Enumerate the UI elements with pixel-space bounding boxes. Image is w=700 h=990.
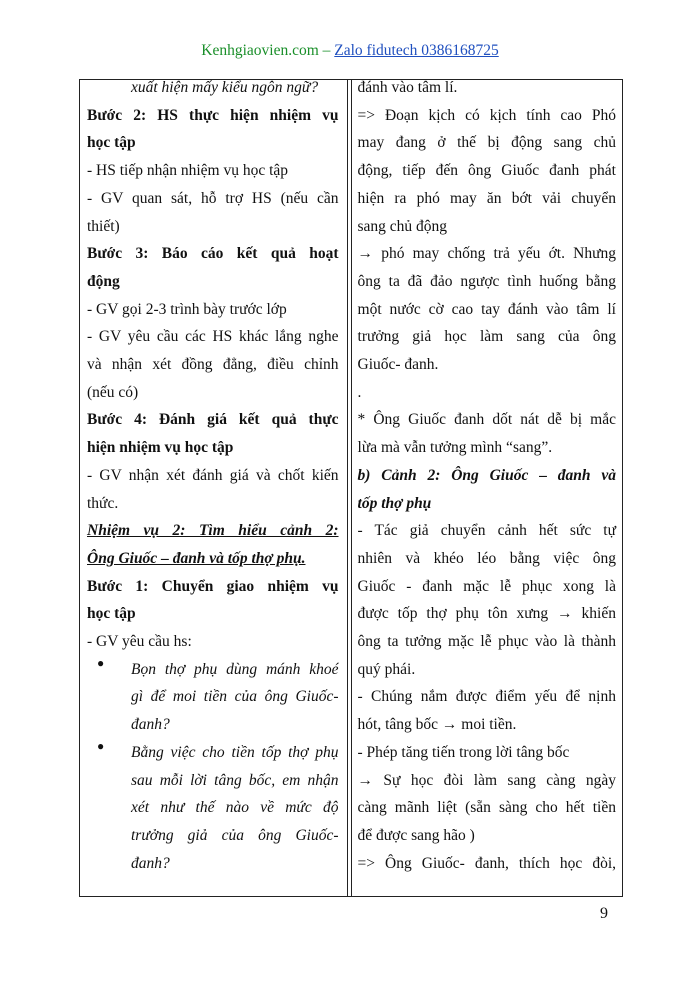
text-line: quý phái.	[357, 660, 416, 678]
contact-link[interactable]: Zalo fidutech 0386168725	[334, 42, 499, 59]
bullet-icon: ●	[97, 655, 105, 670]
bullet-line: Bọn thợ phụ dùng mánh khoé	[131, 660, 339, 678]
step-1-heading-cont: học tập	[87, 605, 136, 623]
text-line: nhiên và khéo léo bằng việc ông	[357, 549, 616, 567]
text-line: Giuốc- đanh.	[357, 356, 439, 374]
text-line: thức.	[87, 494, 119, 512]
text-line: hiện ra phó may ăn bớt vải chuyển	[357, 189, 616, 207]
text-line: Giuốc - đanh mặc lễ phục xong là	[357, 577, 616, 595]
bullet-line: Bằng việc cho tiền tốp thợ phụ	[131, 743, 339, 761]
text-line: - GV yêu cầu các HS khác lắng nghe	[87, 328, 339, 346]
text-line: => Đoạn kịch có kịch tính cao Phó	[357, 106, 616, 124]
text-line: ông ta tưởng mặc lễ phục vào là thành	[357, 633, 616, 651]
bullet-line: trưởng giả của ông Giuốc-	[131, 826, 339, 844]
list-item	[87, 739, 339, 878]
text-line: - GV nhận xét đánh giá và chốt kiến	[87, 466, 339, 484]
list-item	[87, 656, 339, 739]
text-line: may đang ở thế bị động sang chủ	[357, 134, 616, 152]
step-3-heading-cont: động	[87, 272, 120, 290]
step-4-heading: Bước 4: Đánh giá kết quả thực	[87, 411, 339, 429]
bullet-line: xét như thế nào về mức độ	[131, 799, 339, 817]
step-2-heading-cont: học tập	[87, 134, 136, 152]
text-line: đánh vào tâm lí.	[357, 80, 458, 96]
site-link[interactable]: Kenhgiaovien.com	[201, 42, 319, 59]
bullet-line: gì để moi tiền của ông Giuốc-	[131, 688, 339, 706]
text-line: → Sự học đòi làm sang càng ngày	[357, 771, 616, 789]
lesson-table	[79, 79, 623, 897]
text-line: được tốp thợ phụ tôn xưng → khiến	[357, 605, 616, 623]
task-2-heading: Nhiệm vụ 2: Tìm hiểu cảnh 2:	[87, 522, 339, 540]
text-line: để được sang hão )	[357, 826, 475, 844]
text-line: hót, tâng bốc → moi tiền.	[357, 716, 517, 734]
text-line: sang chủ động	[357, 217, 448, 235]
bullet-line: sau mỗi lời tâng bốc, em nhận	[131, 771, 339, 789]
scene-2-heading: b) Cảnh 2: Ông Giuốc – đanh và	[357, 466, 616, 484]
text-line: lừa mà vẫn tưởng mình “sang”.	[357, 439, 553, 457]
text-line: và nhận xét đồng đẳng, điều chỉnh	[87, 356, 339, 374]
text-line: trưởng giả học làm sang của ông	[357, 328, 616, 346]
bullet-line: đanh?	[131, 854, 170, 872]
bullet-icon: ●	[97, 738, 105, 753]
text-line: ông ta đã đảo ngược tình huống bằng	[357, 272, 616, 290]
text-line: → phó may chống trả yếu ớt. Nhưng	[357, 245, 616, 263]
text-line: (nếu có)	[87, 383, 139, 401]
text-line: thiết)	[87, 217, 120, 235]
scene-2-heading-cont: tốp thợ phụ	[357, 494, 432, 512]
step-2-heading: Bước 2: HS thực hiện nhiệm vụ	[87, 106, 339, 124]
text-line: - Tác giả chuyển cảnh hết sức tự	[357, 522, 616, 540]
step-1-heading: Bước 1: Chuyển giao nhiệm vụ	[87, 577, 339, 595]
step-4-heading-cont: hiện nhiệm vụ học tập	[87, 439, 234, 457]
bullet-line: đanh?	[131, 716, 170, 734]
teacher-activity-column	[80, 80, 348, 896]
text-line: - Chúng nắm được điểm yếu để nịnh	[357, 688, 616, 706]
header-separator: –	[322, 42, 331, 59]
question-tail: xuất hiện mấy kiểu ngôn ngữ?	[131, 80, 319, 96]
text-line: - GV yêu cầu hs:	[87, 633, 192, 651]
task-2-heading-cont: Ông Giuốc – đanh và tốp thợ phụ.	[87, 549, 306, 567]
text-line: - Phép tăng tiến trong lời tâng bốc	[357, 743, 570, 761]
text-line: - HS tiếp nhận nhiệm vụ học tập	[87, 162, 289, 180]
step-3-heading: Bước 3: Báo cáo kết quả hoạt	[87, 245, 339, 263]
text-line: động, tiếp đến ông Giuốc đanh phát	[357, 162, 616, 180]
text-line: - GV quan sát, hỗ trợ HS (nếu cần	[87, 189, 339, 207]
expected-outcome-column	[351, 80, 622, 896]
text-line: - GV gọi 2-3 trình bày trước lớp	[87, 300, 287, 318]
text-line: => Ông Giuốc- đanh, thích học đòi,	[357, 854, 616, 872]
text-line: .	[357, 383, 362, 401]
text-line: một nước cờ cao tay đánh vào tâm lí	[357, 300, 616, 318]
text-line: * Ông Giuốc đanh dốt nát dễ bị mắc	[357, 411, 616, 429]
page-header	[0, 42, 700, 60]
text-line: càng mãnh liệt (sẵn sàng cho hết tiền	[357, 799, 616, 817]
page-number: 9	[600, 905, 608, 922]
